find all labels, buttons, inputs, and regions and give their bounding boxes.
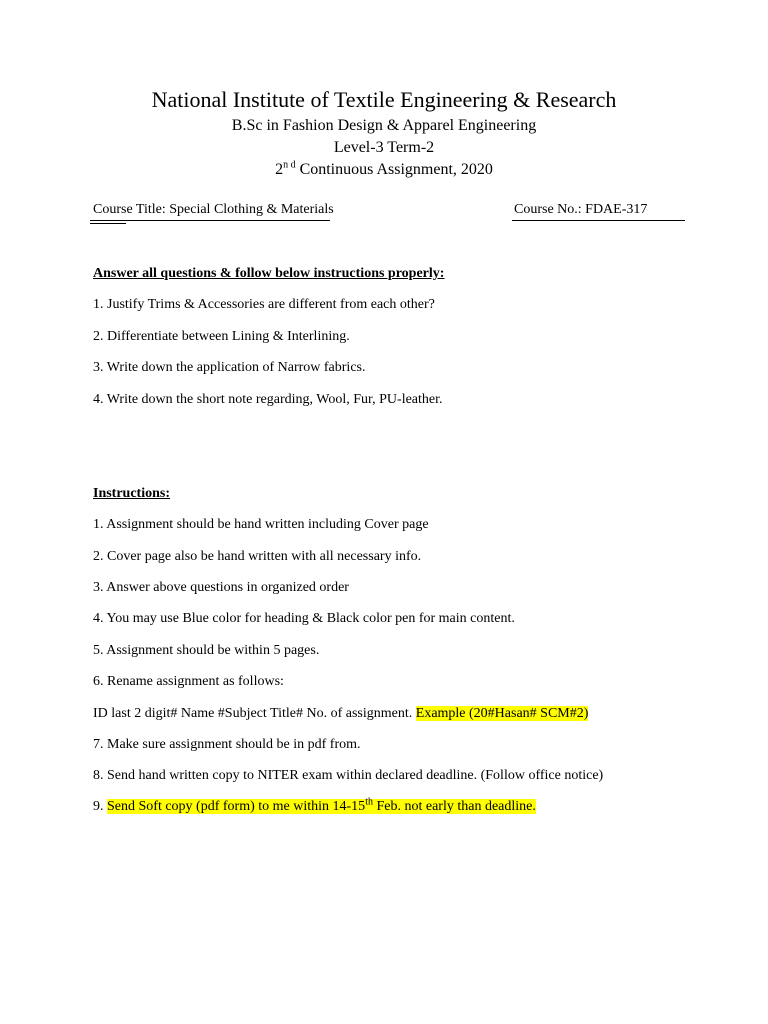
date-suffix: th (365, 796, 373, 808)
item9-prefix: 9. (93, 799, 107, 814)
course-title: Course Title: Special Clothing & Materials (93, 202, 334, 217)
instruction-item: 8. Send hand written copy to NITER exam within declared deadline. (Follow office notice) (93, 768, 604, 783)
level-term: Level-3 Term-2 (333, 139, 435, 156)
instruction-item: 6. Rename assignment as follows: (93, 674, 284, 689)
question-item: 3. Write down the application of Narrow fabrics. (93, 360, 366, 375)
course-title-underline (90, 220, 330, 221)
instruction-item: 7. Make sure assignment should be in pdf from. (93, 737, 361, 752)
program-name: B.Sc in Fashion Design & Apparel Engineering (231, 117, 537, 134)
question-item: 2. Differentiate between Lining & Interlining. (93, 329, 350, 344)
course-rule-fragment (90, 223, 126, 224)
rename-format-line (93, 706, 588, 722)
instructions-heading: Instructions: (93, 486, 171, 501)
instruction-item: 1. Assignment should be hand written including Cover page (93, 517, 429, 532)
questions-heading: Answer all questions & follow below instructions properly: (93, 266, 445, 281)
question-item: 1. Justify Trims & Accessories are different from each other? (93, 297, 435, 312)
soft-copy-text: Send Soft copy (pdf form) to me within 14-15 (107, 799, 366, 814)
institute-title: National Institute of Textile Engineering & Research (151, 87, 617, 112)
instruction-item-9 (93, 796, 536, 815)
course-number: Course No.: FDAE-317 (514, 202, 648, 217)
instruction-item: 3. Answer above questions in organized order (93, 580, 349, 595)
instruction-item: 4. You may use Blue color for heading & Black color pen for main content. (93, 611, 515, 626)
rename-format: ID last 2 digit# Name #Subject Title# No. of assignment. (93, 706, 416, 721)
instruction-item: 2. Cover page also be hand written with all necessary info. (93, 549, 422, 564)
assignment-name (0, 161, 768, 179)
instruction-item: 5. Assignment should be within 5 pages. (93, 643, 320, 658)
rename-example-highlight: Example (20#Hasan# SCM#2) (415, 706, 589, 721)
soft-copy-highlight (107, 796, 536, 814)
assignment-ordinal-suffix: n d (283, 159, 296, 171)
course-number-underline (512, 220, 685, 221)
assignment-label: Continuous Assignment, 2020 (295, 161, 493, 178)
deadline-text: Feb. not early than deadline. (372, 799, 536, 814)
assignment-ordinal: 2 (275, 161, 284, 178)
question-item: 4. Write down the short note regarding, Wool, Fur, PU-leather. (93, 392, 443, 407)
